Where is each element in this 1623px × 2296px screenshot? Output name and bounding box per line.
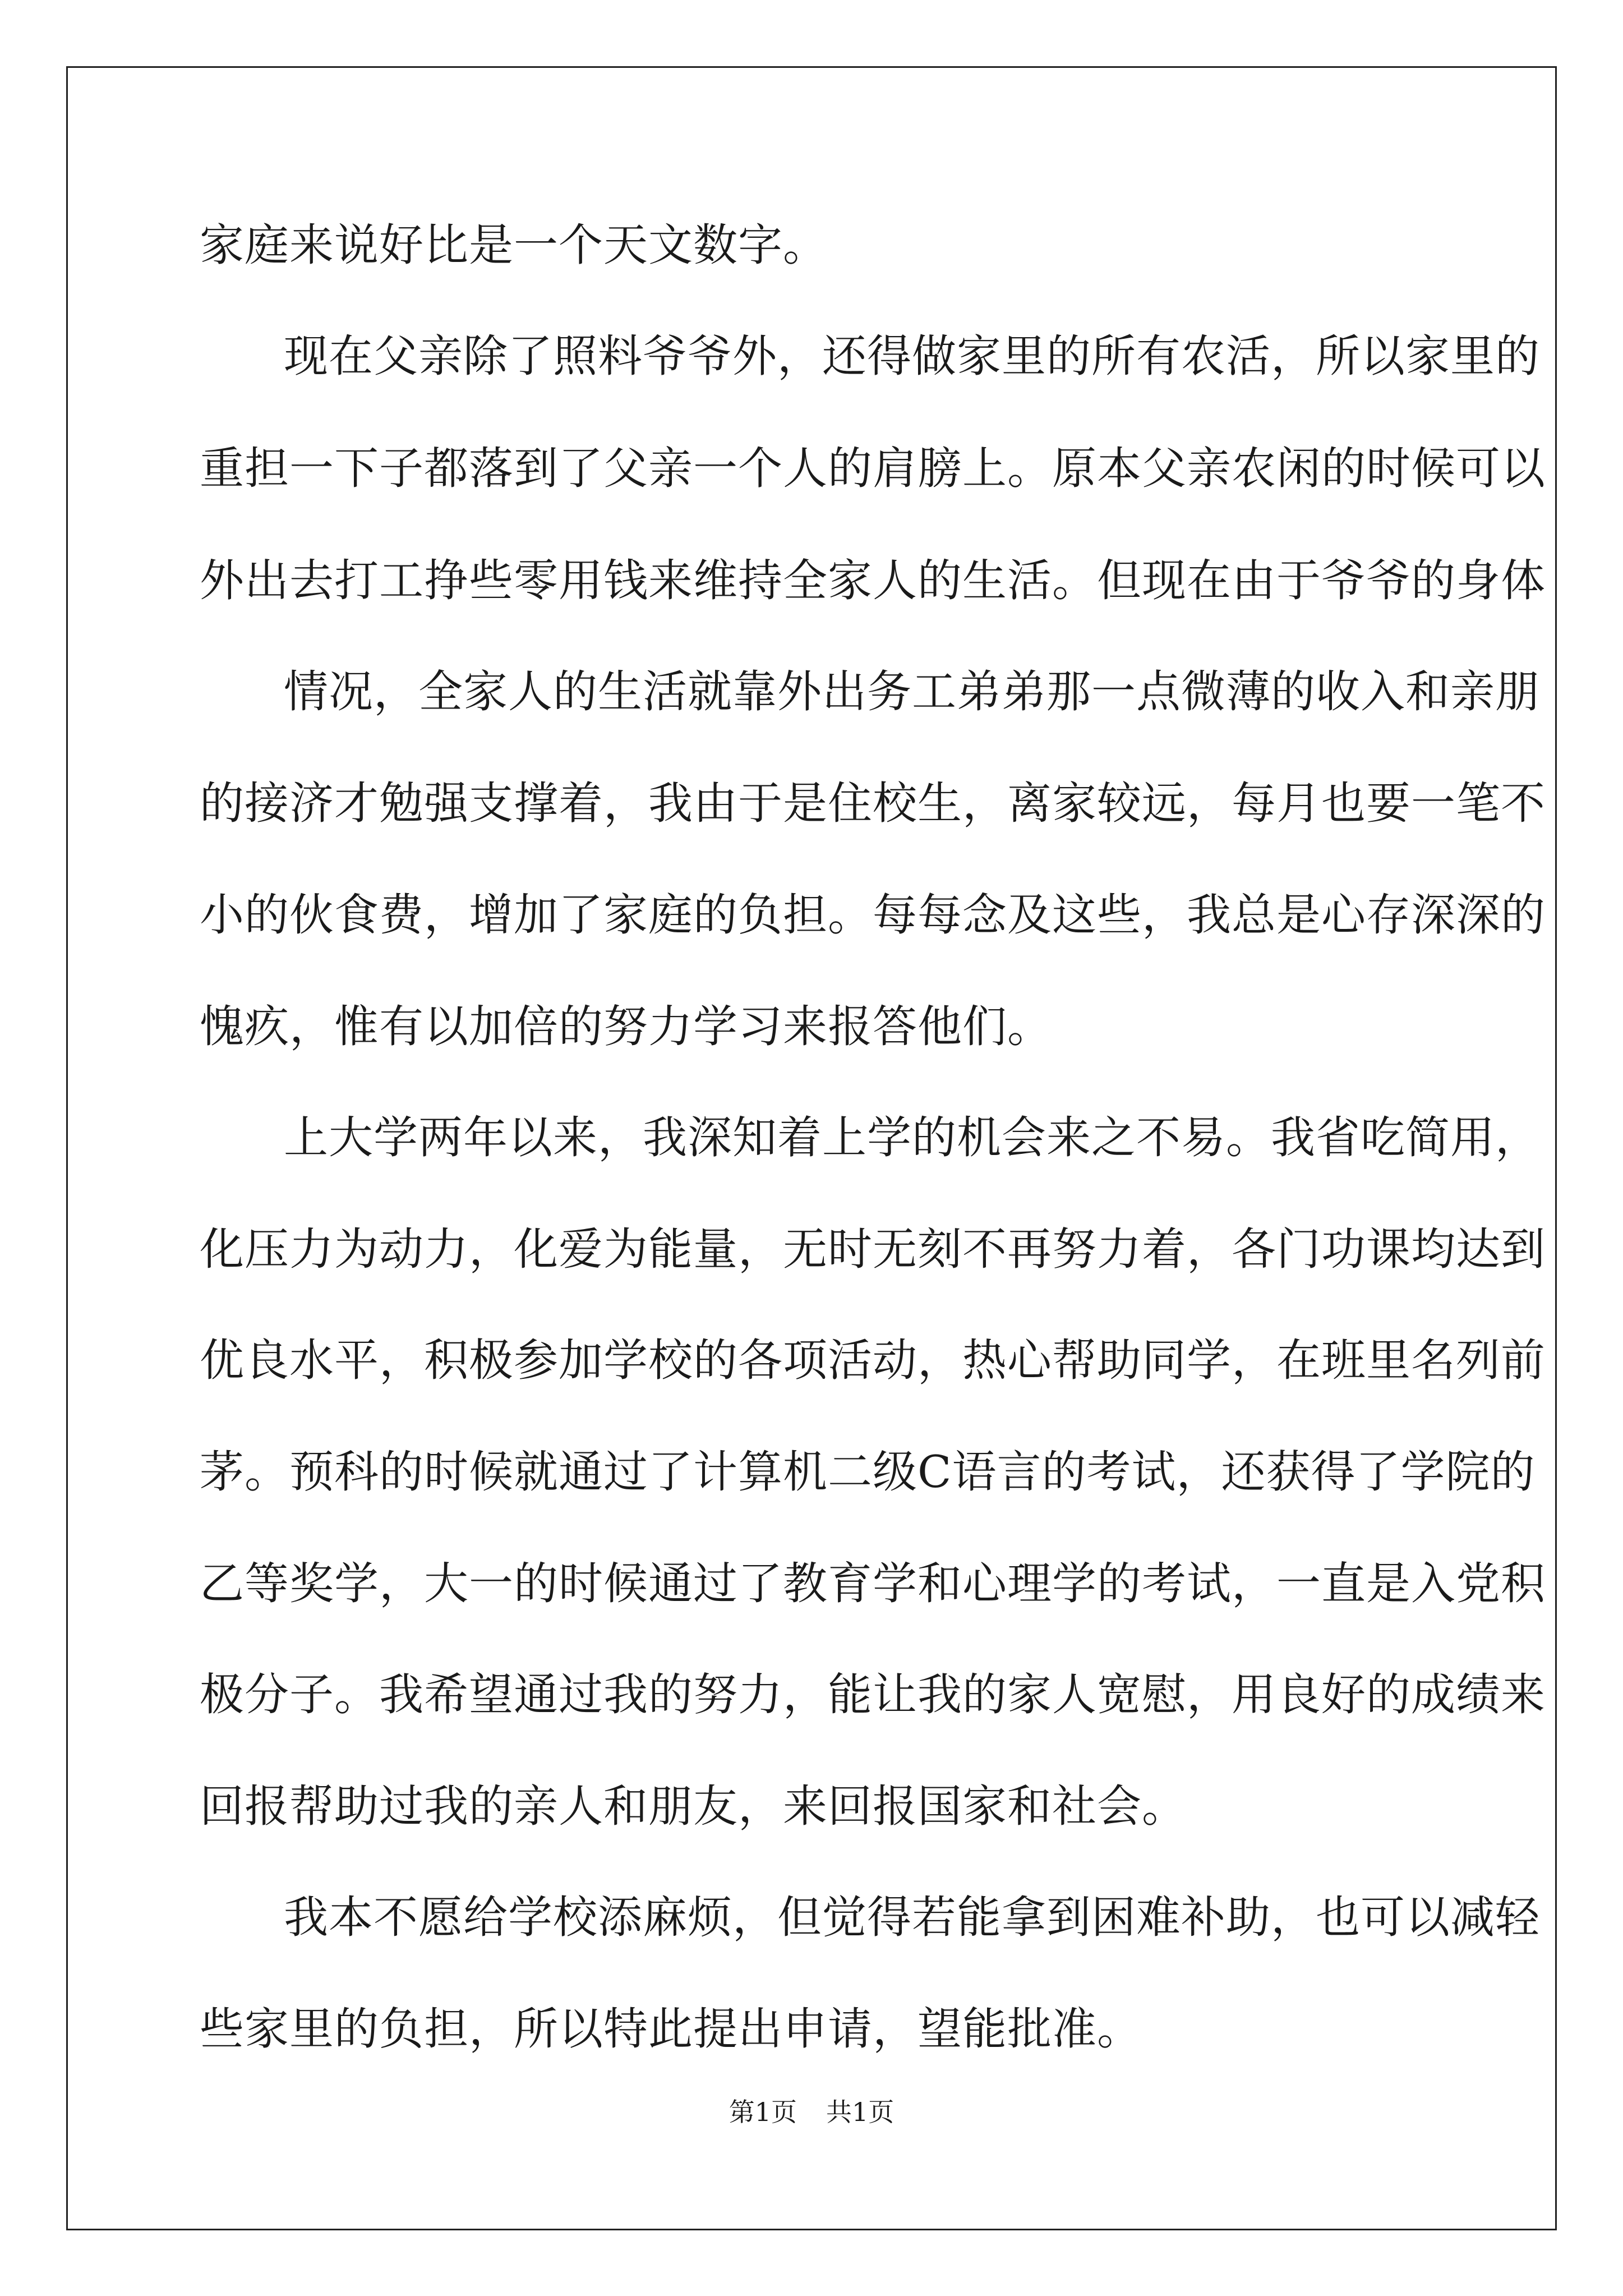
page-current: 第1页: [728, 2097, 797, 2127]
page-total: 共1页: [826, 2097, 895, 2127]
text-line-14: 极分子。我希望通过我的努力，能让我的家人宽慰，用良好的成绩来: [200, 1669, 1546, 1720]
text-line-17: 些家里的负担，所以特此提出申请，望能批准。: [200, 2003, 1142, 2055]
page-footer: [0, 2095, 1623, 2129]
text-line-4: 外出去打工挣些零用钱来维持全家人的生活。但现在由于爷爷的身体: [200, 555, 1546, 606]
text-line-9: 上大学两年以来，我深知着上学的机会来之不易。我省吃简用，: [284, 1112, 1540, 1163]
text-line-13: 乙等奖学，大一的时候通过了教育学和心理学的考试，一直是入党积: [200, 1558, 1546, 1609]
text-line-6: 的接济才勉强支撑着，我由于是住校生，离家较远，每月也要一笔不: [200, 777, 1546, 829]
text-line-1: 家庭来说好比是一个天文数字。: [200, 219, 828, 271]
text-line-7: 小的伙食费，增加了家庭的负担。每每念及这些，我总是心存深深的: [200, 889, 1546, 941]
text-line-8: 愧疚，惟有以加倍的努力学习来报答他们。: [200, 1001, 1052, 1052]
text-line-3: 重担一下子都落到了父亲一个人的肩膀上。原本父亲农闲的时候可以: [200, 443, 1546, 494]
text-line-15: 回报帮助过我的亲人和朋友，来回报国家和社会。: [200, 1780, 1187, 1832]
text-line-5: 情况，全家人的生活就靠外出务工弟弟那一点微薄的收入和亲朋: [284, 666, 1540, 717]
text-line-2: 现在父亲除了照料爷爷外，还得做家里的所有农活，所以家里的: [284, 330, 1540, 382]
text-line-12: 茅。预科的时候就通过了计算机二级C语言的考试，还获得了学院的: [200, 1446, 1536, 1498]
text-line-16: 我本不愿给学校添麻烦，但觉得若能拿到困难补助，也可以减轻: [284, 1892, 1540, 1943]
text-line-10: 化压力为动力，化爱为能量，无时无刻不再努力着，各门功课均达到: [200, 1223, 1546, 1275]
text-line-11: 优良水平，积极参加学校的各项活动，热心帮助同学，在班里名列前: [200, 1335, 1546, 1386]
